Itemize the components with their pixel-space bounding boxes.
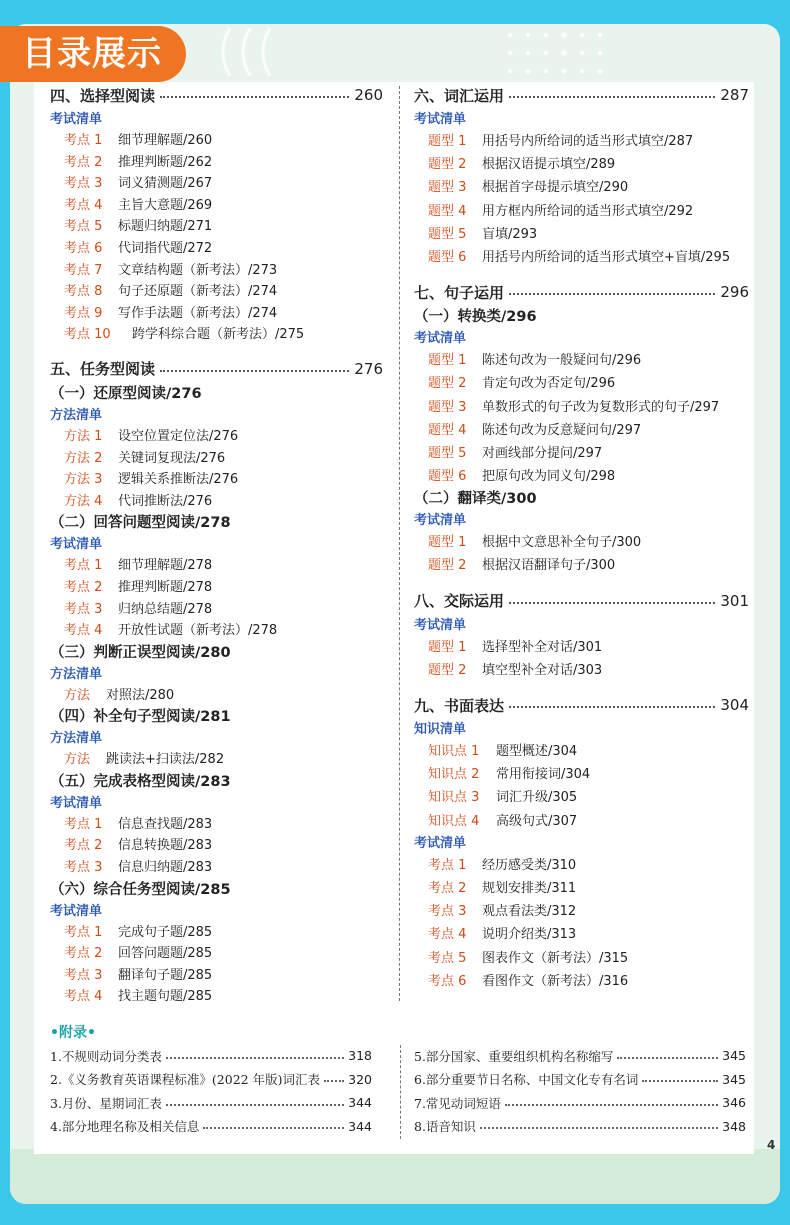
item-label: 题型 1 <box>428 535 467 551</box>
toc-right-column <box>414 84 749 993</box>
column-divider <box>399 86 400 1001</box>
item-label: 考点 1 <box>64 133 103 148</box>
item-text: 信息转换题/283 <box>118 838 213 854</box>
item-label: 题型 5 <box>428 445 467 461</box>
subsection-title[interactable]: （二）回答问题型阅读/278 <box>50 515 231 532</box>
toc-item[interactable] <box>414 947 749 970</box>
toc-item[interactable] <box>50 943 383 965</box>
toc-item[interactable] <box>50 238 383 260</box>
toc-item[interactable] <box>414 740 749 763</box>
item-label: 知识点 1 <box>428 744 480 759</box>
section-page: 304 <box>720 696 749 714</box>
item-text: 用方框内所给词的适当形式填空/292 <box>482 203 694 219</box>
item-text: 单数形式的句子改为复数形式的句子/297 <box>482 399 720 415</box>
item-text: 代词指代题/272 <box>118 240 213 256</box>
item-label: 考点 1 <box>64 816 103 832</box>
item-text: 细节理解题/260 <box>118 133 213 148</box>
toc-item[interactable] <box>414 659 749 682</box>
list-header: 考试清单 <box>50 795 103 811</box>
appendix-item-text: 6.部分重要节日名称、中国文化专有名词 <box>414 1072 639 1088</box>
toc-item[interactable] <box>50 152 383 174</box>
list-header: 方法清单 <box>50 407 103 423</box>
list-header: 考试清单 <box>414 112 467 127</box>
item-text: 高级句式/307 <box>496 813 578 829</box>
item-text: 用括号内所给词的适当形式填空+盲填/295 <box>482 249 731 265</box>
appendix-item[interactable] <box>414 1068 746 1092</box>
item-label: 方法 1 <box>64 428 103 444</box>
appendix-item-page: 344 <box>348 1095 372 1111</box>
item-text: 跳读法+扫读法/282 <box>106 752 225 768</box>
dot-leader <box>480 1127 718 1129</box>
appendix-item-page: 348 <box>722 1118 746 1134</box>
dot-leader <box>617 1057 718 1059</box>
item-label: 考点 1 <box>64 558 103 574</box>
appendix-item-text: 7.常见动词短语 <box>414 1095 501 1111</box>
item-text: 句子还原题（新考法）/274 <box>118 284 278 300</box>
item-label: 考点 2 <box>64 579 103 595</box>
appendix-item[interactable] <box>414 1044 746 1068</box>
toc-item[interactable] <box>414 531 749 554</box>
item-label: 题型 2 <box>428 376 467 392</box>
appendix-item[interactable] <box>414 1091 746 1115</box>
toc-item[interactable] <box>50 260 383 282</box>
item-label: 题型 1 <box>428 353 467 369</box>
item-label: 考点 10 <box>64 327 111 343</box>
item-label: 题型 2 <box>428 157 467 173</box>
item-label: 考点 1 <box>428 857 467 873</box>
toc-item[interactable] <box>414 442 749 465</box>
toc-item[interactable] <box>414 200 749 223</box>
subsection-title[interactable]: （五）完成表格型阅读/283 <box>50 773 231 790</box>
item-label: 考点 3 <box>64 176 103 192</box>
dot-leader <box>509 706 715 708</box>
toc-item[interactable] <box>50 448 383 470</box>
toc-item[interactable] <box>50 749 383 771</box>
appendix-item[interactable] <box>50 1115 372 1139</box>
toc-item[interactable] <box>414 465 749 488</box>
section-title[interactable] <box>50 358 383 380</box>
toc-item[interactable] <box>50 130 383 152</box>
item-label: 考点 1 <box>64 924 103 940</box>
list-header: 考试清单 <box>414 513 467 529</box>
item-text: 设空位置定位法/276 <box>118 428 239 444</box>
item-label: 题型 1 <box>428 134 467 149</box>
item-label: 题型 6 <box>428 469 467 485</box>
item-label: 考点 4 <box>64 623 103 639</box>
toc-section <box>414 281 749 578</box>
item-text: 找主题句题/285 <box>118 989 213 1005</box>
item-text: 经历感受类/310 <box>482 857 577 873</box>
item-text: 归纳总结题/278 <box>118 601 213 617</box>
toc-item[interactable] <box>414 419 749 442</box>
section-title[interactable] <box>50 84 383 106</box>
item-label: 考点 8 <box>64 284 103 300</box>
item-label: 题型 6 <box>428 249 467 265</box>
section-page: 287 <box>720 86 749 104</box>
item-text: 词汇升级/305 <box>496 790 578 806</box>
item-text: 观点看法类/312 <box>482 904 577 920</box>
list-header: 方法清单 <box>50 731 103 747</box>
list-header: 考试清单 <box>50 112 103 127</box>
item-text: 文章结构题（新考法）/273 <box>118 262 278 278</box>
appendix-item-page: 345 <box>722 1071 746 1087</box>
item-label: 考点 2 <box>64 946 103 962</box>
dot-leader <box>505 1104 718 1106</box>
item-text: 信息归纳题/283 <box>118 860 213 876</box>
list-header: 考试清单 <box>414 835 467 851</box>
toc-item[interactable] <box>50 620 383 642</box>
appendix-item[interactable] <box>50 1091 372 1115</box>
item-label: 考点 6 <box>64 240 103 256</box>
item-text: 常用衔接词/304 <box>496 767 591 783</box>
section-title-text: 八、交际运用 <box>414 592 505 611</box>
item-text: 根据汉语翻译句子/300 <box>482 558 616 574</box>
item-text: 陈述句改为一般疑问句/296 <box>482 353 642 369</box>
toc-item[interactable] <box>50 173 383 195</box>
item-text: 盲填/293 <box>482 226 538 242</box>
subsection-title[interactable]: （六）综合任务型阅读/285 <box>50 881 231 898</box>
item-text: 选择型补全对话/301 <box>482 639 603 655</box>
appendix-item[interactable] <box>414 1115 746 1139</box>
item-label: 考点 4 <box>64 989 103 1005</box>
toc-item[interactable] <box>50 814 383 836</box>
item-text: 说明介绍类/313 <box>482 927 577 943</box>
section-page: 260 <box>354 86 383 104</box>
appendix-item-page: 320 <box>348 1071 372 1087</box>
appendix-item-text: 1.不规则动词分类表 <box>50 1048 162 1064</box>
subsection-title[interactable]: （二）翻译类/300 <box>414 491 537 508</box>
toc-item[interactable] <box>50 491 383 513</box>
item-text: 代词推断法/276 <box>118 493 213 509</box>
appendix-item-page: 344 <box>348 1118 372 1134</box>
section-title-text: 六、词汇运用 <box>414 86 505 105</box>
item-text: 对照法/280 <box>106 687 175 703</box>
toc-item[interactable] <box>414 396 749 419</box>
item-text: 根据汉语提示填空/289 <box>482 157 616 173</box>
subsection-title[interactable]: （一）转换类/296 <box>414 309 537 326</box>
item-label: 知识点 2 <box>428 767 480 783</box>
item-label: 题型 4 <box>428 422 467 438</box>
item-label: 考点 2 <box>64 154 103 170</box>
toc-item[interactable] <box>50 216 383 238</box>
item-text: 推理判断题/262 <box>118 154 213 170</box>
subsection-title[interactable]: （三）判断正误型阅读/280 <box>50 644 231 661</box>
toc-item[interactable] <box>414 786 749 809</box>
item-label: 考点 4 <box>428 927 467 943</box>
item-text: 标题归纳题/271 <box>118 219 213 235</box>
dot-leader <box>509 602 715 604</box>
item-text: 肯定句改为否定句/296 <box>482 376 616 392</box>
item-text: 陈述句改为反意疑问句/297 <box>482 422 642 438</box>
item-label: 题型 4 <box>428 203 467 219</box>
item-label: 题型 3 <box>428 180 467 196</box>
toc-item[interactable] <box>50 835 383 857</box>
dot-leader <box>509 96 715 98</box>
page-title: 目录展示 <box>0 26 186 82</box>
item-label: 题型 2 <box>428 558 467 574</box>
toc-section <box>50 84 383 346</box>
section-page: 301 <box>720 591 749 610</box>
toc-item[interactable] <box>414 810 749 833</box>
toc-item[interactable] <box>414 349 749 372</box>
toc-item[interactable] <box>414 176 749 199</box>
item-text: 图表作文（新考法）/315 <box>482 950 629 966</box>
dot-leader <box>203 1127 344 1129</box>
section-title-text: 五、任务型阅读 <box>50 360 156 379</box>
dot-leader <box>509 293 715 295</box>
toc-section <box>414 694 749 993</box>
toc-section <box>50 358 383 1008</box>
item-text: 根据中文意思补全句子/300 <box>482 535 642 551</box>
item-label: 考点 4 <box>64 197 103 213</box>
item-text: 词义猜测题/267 <box>118 176 213 192</box>
item-label: 知识点 4 <box>428 813 480 829</box>
toc-item[interactable] <box>50 922 383 944</box>
toc-section <box>414 590 749 682</box>
item-label: 考点 6 <box>428 973 467 989</box>
section-title-text: 七、句子运用 <box>414 283 505 302</box>
dot-leader <box>166 1104 344 1106</box>
toc-item[interactable] <box>414 636 749 659</box>
toc-section <box>414 84 749 269</box>
item-label: 方法 <box>64 752 91 768</box>
toc-item[interactable] <box>50 281 383 303</box>
appendix-divider <box>400 1045 401 1139</box>
appendix-item-text: 2.《义务教育英语课程标准》(2022 年版)词汇表 <box>50 1072 320 1088</box>
toc-item[interactable] <box>414 970 749 993</box>
item-label: 考点 3 <box>64 601 103 617</box>
toc-item[interactable] <box>50 324 383 346</box>
decorative-arcs-icon <box>208 24 298 80</box>
section-title-text: 九、书面表达 <box>414 696 505 715</box>
appendix-item-page: 345 <box>722 1048 746 1064</box>
dot-leader <box>160 96 349 98</box>
toc-item[interactable] <box>50 857 383 879</box>
item-text: 回答问题题/285 <box>118 946 213 962</box>
appendix-item-page: 318 <box>348 1048 372 1064</box>
toc-item[interactable] <box>50 577 383 599</box>
item-label: 考点 3 <box>428 904 467 920</box>
item-label: 考点 3 <box>64 967 103 983</box>
section-title[interactable] <box>414 281 749 303</box>
item-text: 关键词复现法/276 <box>118 450 226 466</box>
item-label: 考点 2 <box>428 880 467 896</box>
toc-item[interactable] <box>414 877 749 900</box>
section-title-text: 四、选择型阅读 <box>50 86 156 105</box>
toc-item[interactable] <box>50 469 383 491</box>
item-text: 写作手法题（新考法）/274 <box>118 305 278 321</box>
item-label: 题型 3 <box>428 399 467 415</box>
appendix-item-text: 4.部分地理名称及相关信息 <box>50 1119 200 1135</box>
item-text: 用括号内所给词的适当形式填空/287 <box>482 134 694 149</box>
item-text: 逻辑关系推断法/276 <box>118 472 239 488</box>
item-label: 方法 3 <box>64 472 103 488</box>
item-text: 根据首字母提示填空/290 <box>482 180 629 196</box>
item-text: 题型概述/304 <box>496 744 578 759</box>
appendix-item-text: 3.月份、星期词汇表 <box>50 1095 162 1111</box>
toc-item[interactable] <box>414 923 749 946</box>
item-label: 考点 3 <box>64 860 103 876</box>
dot-leader <box>166 1057 344 1059</box>
appendix-item-text: 5.部分国家、重要组织机构名称缩写 <box>414 1048 614 1064</box>
section-page: 276 <box>354 359 383 378</box>
decorative-dots-icon <box>500 25 610 85</box>
toc-item[interactable] <box>414 130 749 153</box>
item-text: 主旨大意题/269 <box>118 197 213 213</box>
page-number: 4 <box>767 1138 776 1152</box>
list-header: 知识清单 <box>414 722 467 737</box>
toc-item[interactable] <box>50 555 383 577</box>
item-label: 考点 7 <box>64 262 103 278</box>
toc-item[interactable] <box>414 372 749 395</box>
item-text: 规划安排类/311 <box>482 880 577 896</box>
item-label: 考点 5 <box>64 219 103 235</box>
item-label: 方法 2 <box>64 450 103 466</box>
section-page: 296 <box>720 283 749 302</box>
section-title[interactable] <box>414 84 749 106</box>
item-label: 考点 9 <box>64 305 103 321</box>
item-text: 细节理解题/278 <box>118 558 213 574</box>
toc-left-column <box>50 84 383 1008</box>
item-text: 跨学科综合题（新考法）/275 <box>132 327 305 343</box>
toc-item[interactable] <box>50 685 383 707</box>
item-text: 把原句改为同义句/298 <box>482 469 616 485</box>
item-text: 看图作文（新考法）/316 <box>482 973 629 989</box>
item-label: 考点 5 <box>428 950 467 966</box>
toc-item[interactable] <box>50 195 383 217</box>
appendix-item-page: 346 <box>722 1095 746 1111</box>
list-header: 考试清单 <box>414 331 467 347</box>
appendix-header: •附录• <box>50 1025 96 1041</box>
toc-item[interactable] <box>414 854 749 877</box>
toc-item[interactable] <box>414 554 749 577</box>
item-text: 开放性试题（新考法）/278 <box>118 623 278 639</box>
toc-item[interactable] <box>414 900 749 923</box>
toc-item[interactable] <box>414 223 749 246</box>
item-label: 题型 2 <box>428 662 467 678</box>
item-text: 完成句子题/285 <box>118 924 213 940</box>
footer-band <box>10 1149 780 1204</box>
subsection-title[interactable]: （一）还原型阅读/276 <box>50 385 202 402</box>
appendix-item[interactable] <box>50 1068 372 1092</box>
dot-leader <box>160 370 349 372</box>
item-text: 信息查找题/283 <box>118 816 213 832</box>
item-label: 知识点 3 <box>428 790 480 806</box>
item-text: 填空型补全对话/303 <box>482 662 603 678</box>
item-label: 方法 4 <box>64 493 103 509</box>
dot-leader <box>324 1080 344 1082</box>
toc-item[interactable] <box>50 986 383 1008</box>
toc-item[interactable] <box>50 426 383 448</box>
toc-item[interactable] <box>50 599 383 621</box>
section-title[interactable] <box>414 590 749 612</box>
item-label: 方法 <box>64 687 91 703</box>
dot-leader <box>642 1080 718 1082</box>
list-header: 考试清单 <box>50 537 103 553</box>
list-header: 方法清单 <box>50 666 103 682</box>
item-text: 推理判断题/278 <box>118 579 213 595</box>
toc-item[interactable] <box>50 303 383 325</box>
item-label: 题型 5 <box>428 226 467 242</box>
toc-item[interactable] <box>414 763 749 786</box>
list-header: 考试清单 <box>414 617 467 633</box>
item-label: 题型 1 <box>428 639 467 655</box>
item-label: 考点 2 <box>64 838 103 854</box>
list-header: 考试清单 <box>50 903 103 919</box>
section-title[interactable] <box>414 694 749 716</box>
toc-item[interactable] <box>414 153 749 176</box>
appendix-item-text: 8.语音知识 <box>414 1119 476 1135</box>
appendix-item[interactable] <box>50 1044 372 1068</box>
toc-item[interactable] <box>414 246 749 269</box>
toc-item[interactable] <box>50 965 383 987</box>
item-text: 对画线部分提问/297 <box>482 445 603 461</box>
item-text: 翻译句子题/285 <box>118 967 213 983</box>
subsection-title[interactable]: （四）补全句子型阅读/281 <box>50 709 231 726</box>
